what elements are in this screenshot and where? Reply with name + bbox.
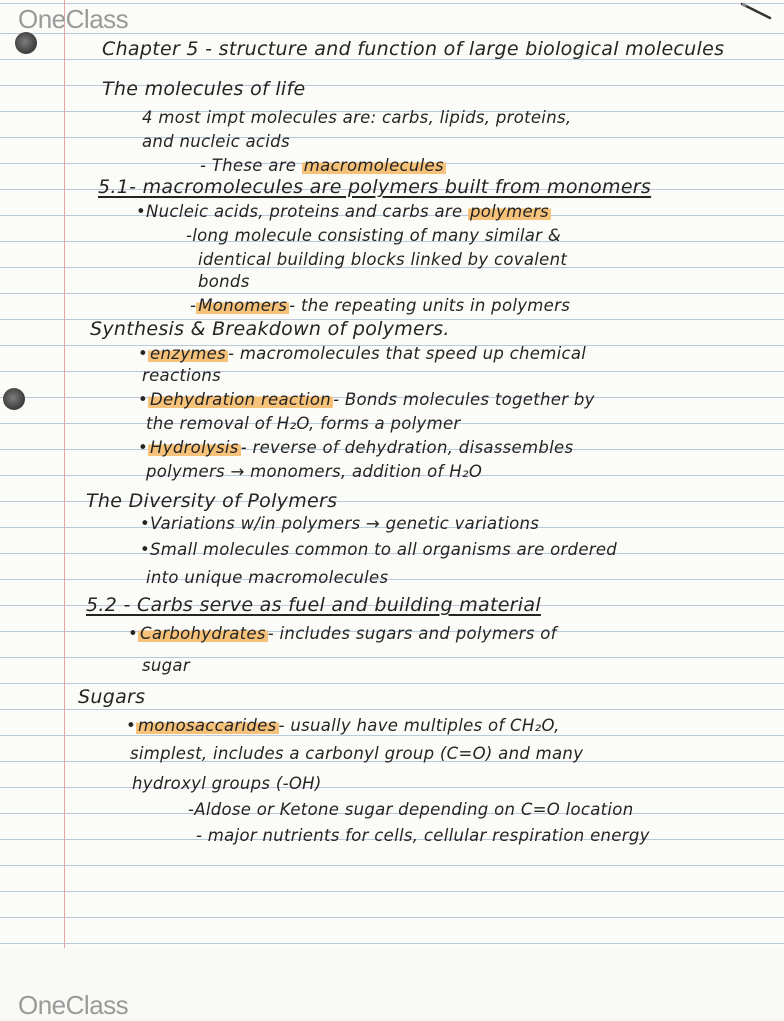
note-line: - major nutrients for cells, cellular respiration energy [196,826,650,845]
pen-icon [740,2,774,20]
chapter-title: Chapter 5 - structure and function of large biological molecules [102,38,725,60]
oneclass-logo-bottom: OneClass [18,990,129,1020]
section-heading: The Diversity of Polymers [86,490,338,512]
section-title: - macromolecules are polymers built from monomers [129,176,652,198]
margin-line [64,0,65,1018]
highlighted-term: Hydrolysis [150,438,239,457]
oneclass-logo-top: OneClass [18,4,129,34]
note-line [200,156,446,175]
note-line: into unique macromolecules [146,568,389,587]
note-line: polymers → monomers, addition of H₂O [146,462,483,481]
note-line: simplest, includes a carbonyl group (C=O) and many [130,744,584,763]
highlighted-term: polymers [470,202,549,221]
note-line: -Aldose or Ketone sugar depending on C=O location [188,800,634,819]
section-heading [98,176,651,198]
highlighted-term: enzymes [150,344,227,363]
note-line: •Variations w/in polymers → genetic variations [140,514,540,533]
note-line: •Small molecules common to all organisms are ordered [140,540,618,559]
binder-hole [15,32,37,54]
note-text: - usually have multiples of CH₂O, [278,716,560,735]
note-line: bonds [198,272,250,291]
note-text: - reverse of dehydration, disassembles [240,438,574,457]
note-line [138,344,586,363]
note-text: • [138,344,149,363]
note-line: reactions [142,366,222,385]
note-text: • [126,716,137,735]
note-line: -long molecule consisting of many similar & [186,226,561,245]
highlighted-term: Dehydration reaction [150,390,332,409]
section-heading: Synthesis & Breakdown of polymers. [90,318,450,340]
note-line [138,390,595,409]
note-line [126,716,560,735]
section-heading: 5.2 - Carbs serve as fuel and building material [86,594,541,616]
note-text: • [128,624,139,643]
note-text: - These are [200,156,297,175]
note-line: identical building blocks linked by covalent [198,250,568,269]
note-text: - macromolecules that speed up chemical [228,344,587,363]
note-line [136,202,551,221]
section-heading: The molecules of life [102,78,306,100]
binder-hole [3,388,25,410]
note-line [128,624,557,643]
note-line: 4 most impt molecules are: carbs, lipids, proteins, [142,108,572,127]
note-line: sugar [142,656,190,675]
highlighted-term: monosaccarides [138,716,277,735]
highlighted-term: Carbohydrates [140,624,266,643]
note-text: - Bonds molecules together by [333,390,595,409]
section-number: 5.1 [98,176,130,198]
note-text: - [190,296,197,315]
note-text: • [138,438,149,457]
note-line [138,438,573,457]
highlighted-term: macromolecules [303,156,444,175]
highlighted-term: Monomers [198,296,288,315]
section-heading: Sugars [78,686,146,708]
note-text: •Nucleic acids, proteins and carbs are [136,202,463,221]
note-line: the removal of H₂O, forms a polymer [146,414,461,433]
note-line: hydroxyl groups (-OH) [132,774,322,793]
note-text: - the repeating units in polymers [289,296,571,315]
note-line: and nucleic acids [142,132,290,151]
note-text: - includes sugars and polymers of [267,624,557,643]
note-text: • [138,390,149,409]
note-line [190,296,570,315]
